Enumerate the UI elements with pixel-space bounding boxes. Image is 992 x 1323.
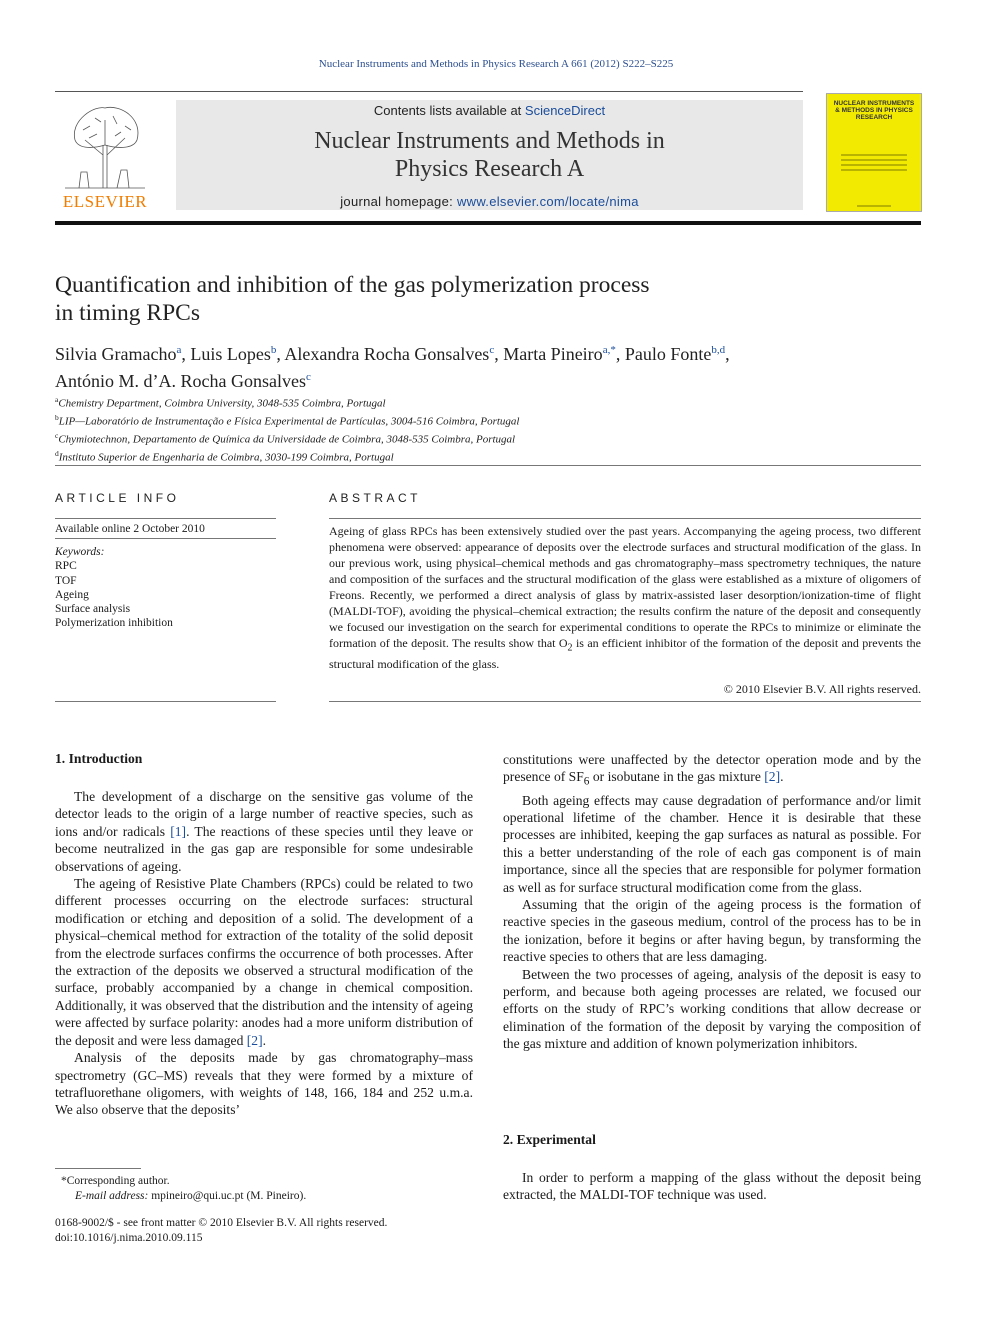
- author-affil-link[interactable]: b,d: [711, 344, 726, 356]
- citation-link[interactable]: [2]: [764, 769, 781, 785]
- elsevier-wordmark: ELSEVIER: [62, 192, 148, 211]
- affiliation: $^c$Chymiotechnon, Departamento de Química da Universidade de Coimbra, 3048-535 Coimbra, Portugal: [55, 431, 516, 446]
- journal-title-line2: Physics Research A: [394, 156, 585, 182]
- keyword: Polymerization inhibition: [55, 617, 173, 630]
- paragraph: Between the two processes of ageing, analysis of the deposit is easy to perform, and because both ageing processes are related, we focused our efforts on the study of RPC’s working conditions that allow decrease or elimination of the formation of the deposit by varying the composition of the gas mixture and addition of known polymerization inhibitors.: [503, 966, 921, 1052]
- cover-footer-line: [857, 205, 891, 207]
- author: Silvia Gramacho$^a$,: [55, 344, 191, 364]
- available-online: Available online 2 October 2010: [55, 523, 205, 535]
- paragraph: Both ageing effects may cause degradation of performance and/or limit operational lifetime of the chamber. Hence it is desirable that these processes are inhibited, keeping the gap surfaces as natural as possible. For this a better understanding of the role of each gas component is of main importance, since all the species that are responsible for polymer formation as well as for surface structural modification come from the glass.: [503, 792, 921, 895]
- paragraph: Analysis of the deposits made by gas chromatography–mass spectrometry (GC–MS) reveals that they were formed by a mixture of tetrafluorethane oligomers, with weights of 148, 166, 184 and 252 u.m.a. We also observe that the deposits’: [55, 1050, 473, 1118]
- homepage-prefix: journal homepage:: [340, 194, 457, 209]
- paper-title: [55, 271, 855, 327]
- affiliation: $^a$Chemistry Department, Coimbra University, 3048-535 Coimbra, Portugal: [55, 395, 386, 410]
- cover-title: NUCLEAR INSTRUMENTS & METHODS IN PHYSICS RESEARCH: [833, 100, 915, 121]
- affiliation-rule: [55, 465, 921, 466]
- author-affil-link[interactable]: c: [305, 371, 311, 383]
- section-heading-introduction: 1. Introduction: [55, 751, 143, 766]
- doi[interactable]: doi:10.1016/j.nima.2010.09.115: [55, 1231, 203, 1244]
- paper-title-line2: in timing RPCs: [55, 300, 200, 326]
- paragraph: In order to perform a mapping of the glass without the deposit being extracted, the MALDI-TOF technique was used.: [503, 1170, 921, 1203]
- elsevier-tree-icon: [55, 100, 155, 190]
- abstract-heading: ABSTRACT: [329, 491, 422, 505]
- cover-text-lines: [841, 154, 907, 174]
- author-list: [55, 339, 921, 393]
- homepage-link[interactable]: www.elsevier.com/locate/nima: [456, 194, 639, 209]
- copyright-notice: © 2010 Elsevier B.V. All rights reserved.: [723, 682, 921, 696]
- affiliation: $^d$Instituto Superior de Engenharia de Coimbra, 3030-199 Coimbra, Portugal: [55, 449, 394, 465]
- contents-prefix: Contents lists available at: [373, 103, 525, 118]
- keyword: Surface analysis: [55, 603, 131, 616]
- author: Marta Pineiro$^{a,*}$,: [503, 344, 625, 364]
- header-top-rule: [55, 91, 803, 92]
- paragraph: constitutions were unaffected by the detector operation mode and by the presence of $SF_6$ or isobutane in the gas mixture [2].: [503, 752, 921, 789]
- keyword: RPC: [55, 560, 77, 573]
- author: António M. d’A. Rocha Gonsalves$^c$: [55, 371, 311, 391]
- citation-link[interactable]: [1]: [170, 823, 187, 839]
- front-matter: [55, 1216, 387, 1245]
- article-info-rule: [55, 518, 276, 519]
- corresponding-author-note: *Corresponding author.: [61, 1175, 170, 1187]
- abstract-rule: [329, 518, 921, 519]
- paragraph: Assuming that the origin of the ageing process is the formation of reactive species in the gaseous medium, control of the process has to be in the ionization, before it begins or after having begun, by transforming the reactive species to others that are less damaging.: [503, 896, 921, 965]
- elsevier-logo[interactable]: [55, 100, 155, 212]
- abstract-rule: [329, 701, 921, 702]
- section-heading-experimental: 2. Experimental: [503, 1132, 596, 1147]
- sciencedirect-link[interactable]: ScienceDirect: [524, 103, 606, 118]
- contents-line: [176, 103, 803, 118]
- body-column-right-continued: [503, 1169, 921, 1204]
- paper-title-line1: Quantification and inhibition of the gas polymerization process: [55, 272, 650, 298]
- journal-cover-thumbnail[interactable]: [826, 93, 922, 212]
- email-address[interactable]: mpineiro@qui.uc.pt (M. Pineiro).: [148, 1189, 307, 1202]
- author-affil-link[interactable]: a,*: [602, 344, 616, 356]
- email-note: E-mail address: mpineiro@qui.uc.pt (M. Pineiro).: [75, 1189, 307, 1202]
- footnote: [55, 1174, 306, 1203]
- footnote-rule: [55, 1168, 141, 1169]
- body-column-right: [503, 751, 921, 1053]
- article-info-heading: ARTICLE INFO: [55, 491, 180, 505]
- author-affil-link[interactable]: a: [176, 344, 182, 356]
- header-thick-rule: [55, 221, 921, 225]
- keyword: Ageing: [55, 588, 89, 601]
- abstract-body: Ageing of glass RPCs has been extensively studied over the past years. Accompanying the ageing process, two different phenomena were observed: appearance of deposits over the electrode surfaces and structural modification of the glass. In our previous work, using physical–chemical methods and gas chromatography–mass spectrometry techniques, the nature and composition of the surfaces and the structural modification of the glass were established as a mixture of oligomers of Freons. Recently, we performed a direct analysis of glass by matrix-assisted laser desorption/ionization-time of flight (MALDI-TOF), avoiding the physical–chemical extraction; the results confirm the nature of the deposit and consequently we focused our investigation on the search for experimental conditions to operate the RPCs to minimize or eliminate the formation of the deposit. The results show that $O_2$ is an efficient inhibitor of the formation of the deposit and prevents the structural modification of the glass.: [329, 524, 921, 672]
- keyword: TOF: [55, 574, 77, 587]
- author: Alexandra Rocha Gonsalves$^c$,: [284, 344, 504, 364]
- body-column-left: [55, 788, 473, 1119]
- journal-title-line1: Nuclear Instruments and Methods in: [314, 128, 665, 154]
- keyword-list: [55, 545, 173, 631]
- author: Paulo Fonte$^{b,d}$,: [624, 344, 730, 364]
- article-info-rule: [55, 701, 276, 702]
- citation-link[interactable]: [2]: [246, 1032, 263, 1048]
- paragraph: The development of a discharge on the sensitive gas volume of the detector leads to the origin of a large number of reactive species, such as ions and/or radicals [1]. The reactions of these species until they leave or become neutralized in the gas gap are responsible for some undesirable observations of ageing.: [55, 789, 473, 874]
- affiliation-list: [55, 393, 921, 466]
- author: Luis Lopes$^b$,: [190, 344, 285, 364]
- journal-title: [176, 127, 803, 183]
- keywords-heading: Keywords:: [55, 546, 105, 558]
- article-info-rule: [55, 538, 276, 539]
- author-affil-link[interactable]: c: [489, 344, 495, 356]
- journal-reference[interactable]: Nuclear Instruments and Methods in Physics Research A 661 (2012) S222–S225: [318, 58, 674, 70]
- author-affil-link[interactable]: b: [270, 344, 277, 356]
- paragraph: The ageing of Resistive Plate Chambers (RPCs) could be related to two different processes occurring on the electrode surfaces: structural modification or etching and deposition of a solid. The development of a physical–chemical method for extraction of the totality of the solid deposit from the electrode surfaces confirms the occurrence of both processes. After the extraction of the deposits we observed a structural modification of the surface, probably accompanied by a change in chemical composition. Additionally, it was observed that the distribution and the intensity of ageing were affected by surface polarity: anodes had a more uniform distribution of the deposit and were less damaged [2].: [55, 876, 473, 1048]
- affiliation: $^b$LIP—Laboratório de Instrumentação e Física Experimental de Partículas, 3004-516 Coimbra, Portugal: [55, 413, 520, 428]
- front-matter-line: 0168-9002/$ - see front matter © 2010 Elsevier B.V. All rights reserved.: [55, 1217, 388, 1229]
- homepage-line: [176, 194, 803, 209]
